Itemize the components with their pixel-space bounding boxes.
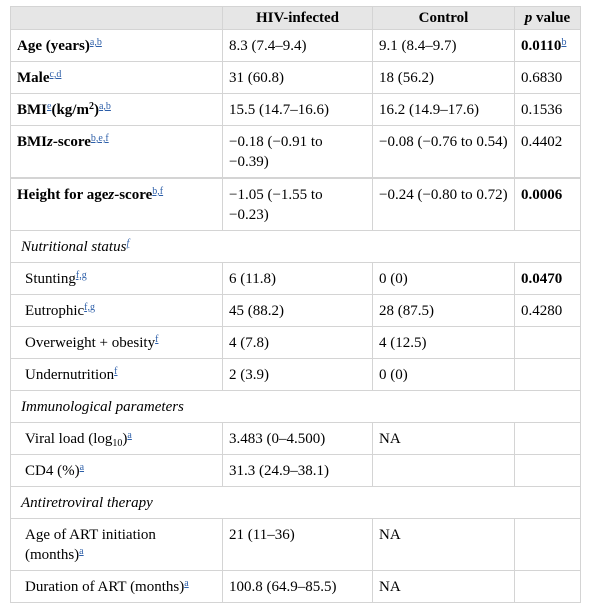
label-text: Overweight + obesity xyxy=(25,335,156,351)
row-bmi xyxy=(11,94,581,126)
cell-hiv: 31.3 (24.9–38.1) xyxy=(223,455,373,487)
row-label xyxy=(11,94,223,126)
header-row xyxy=(11,7,581,30)
cell-p-value: 0.4402 xyxy=(515,126,581,178)
cell-hiv: 100.8 (64.9–85.5) xyxy=(223,571,373,603)
footnote-link[interactable]: f xyxy=(114,366,118,377)
header-empty xyxy=(11,7,223,30)
footnote-link[interactable]: a xyxy=(184,578,189,589)
row-label xyxy=(11,423,223,455)
footnote-link[interactable]: b,e,f xyxy=(90,133,109,144)
header-value-word: value xyxy=(532,10,571,26)
row-label xyxy=(11,295,223,327)
label-unit: (kg/m xyxy=(51,102,89,118)
label-text: Undernutrition xyxy=(25,367,115,383)
label-text: Duration of ART (months) xyxy=(25,579,185,595)
footnote-link[interactable]: f xyxy=(155,334,159,345)
row-stunting xyxy=(11,263,581,295)
label-text: BMI xyxy=(17,102,47,118)
label-text: Male xyxy=(17,70,50,86)
cell-p-value xyxy=(515,359,581,391)
header-hiv-infected: HIV-infected xyxy=(223,7,373,30)
row-eutrophic xyxy=(11,295,581,327)
row-age-art-initiation xyxy=(11,519,581,571)
section-nutritional-status xyxy=(11,231,581,263)
cell-control: NA xyxy=(373,423,515,455)
header-control: Control xyxy=(373,7,515,30)
cell-p-value xyxy=(515,571,581,603)
cell-hiv: 45 (88.2) xyxy=(223,295,373,327)
label-text: Viral load (log xyxy=(25,431,113,447)
cell-p-value xyxy=(515,423,581,455)
cell-hiv: 4 (7.8) xyxy=(223,327,373,359)
cell-p-value: 0.0006 xyxy=(515,179,581,231)
cell-control: 18 (56.2) xyxy=(373,62,515,94)
header-p-value xyxy=(515,7,581,30)
cell-p-value: 0.1536 xyxy=(515,94,581,126)
label-unit-close: ) xyxy=(93,102,99,118)
footnote-link[interactable]: f xyxy=(126,238,130,249)
row-label xyxy=(11,359,223,391)
row-cd4 xyxy=(11,455,581,487)
footnote-link[interactable]: b xyxy=(561,37,567,48)
row-label xyxy=(11,179,223,231)
cell-hiv: 6 (11.8) xyxy=(223,263,373,295)
row-overweight-obesity xyxy=(11,327,581,359)
row-label xyxy=(11,571,223,603)
row-label xyxy=(11,519,223,571)
cell-p-value: 0.4280 xyxy=(515,295,581,327)
row-label xyxy=(11,455,223,487)
footnote-link[interactable]: e xyxy=(47,101,52,112)
cell-p-value: 0.6830 xyxy=(515,62,581,94)
footnote-link[interactable]: c,d xyxy=(49,69,62,80)
footnote-link[interactable]: f,g xyxy=(84,302,95,313)
comparison-table xyxy=(10,6,581,603)
cell-hiv: 31 (60.8) xyxy=(223,62,373,94)
cell-control: 4 (12.5) xyxy=(373,327,515,359)
footnote-link[interactable]: a,b xyxy=(98,101,111,112)
cell-control: NA xyxy=(373,519,515,571)
row-age xyxy=(11,30,581,62)
cell-hiv: −1.05 (−1.55 to −0.23) xyxy=(223,179,373,231)
section-immunological-parameters xyxy=(11,391,581,423)
label-suffix: -score xyxy=(114,187,153,203)
cell-p-value xyxy=(515,30,581,62)
row-label xyxy=(11,327,223,359)
footnote-link[interactable]: a xyxy=(79,546,84,557)
section-antiretroviral-therapy xyxy=(11,487,581,519)
cell-hiv: 15.5 (14.7–16.6) xyxy=(223,94,373,126)
label-text: Stunting xyxy=(25,271,76,287)
cell-control: 28 (87.5) xyxy=(373,295,515,327)
cell-hiv: 21 (11–36) xyxy=(223,519,373,571)
cell-control: 16.2 (14.9–17.6) xyxy=(373,94,515,126)
row-label xyxy=(11,263,223,295)
label-subscript: 10 xyxy=(112,438,123,449)
cell-p-value: 0.0470 xyxy=(515,263,581,295)
label-z: z xyxy=(47,134,53,150)
section-title: Immunological parameters xyxy=(11,391,581,423)
cell-hiv: 8.3 (7.4–9.4) xyxy=(223,30,373,62)
row-label xyxy=(11,126,223,178)
label-text: CD4 (%) xyxy=(25,463,80,479)
cell-control: 0 (0) xyxy=(373,263,515,295)
footnote-link[interactable]: b,f xyxy=(152,186,164,197)
cell-p-value xyxy=(515,327,581,359)
row-undernutrition xyxy=(11,359,581,391)
cell-control xyxy=(373,455,515,487)
label-text: Age (years) xyxy=(17,38,90,54)
unit-exponent: 2 xyxy=(88,101,94,112)
cell-p-value xyxy=(515,519,581,571)
label-close: ) xyxy=(122,431,128,447)
cell-hiv: 2 (3.9) xyxy=(223,359,373,391)
header-p-letter: p xyxy=(524,10,533,26)
label-suffix: -score xyxy=(52,134,91,150)
cell-p-value xyxy=(515,455,581,487)
cell-control: 0 (0) xyxy=(373,359,515,391)
label-text: BMI xyxy=(17,134,47,150)
p-value-text: 0.0110 xyxy=(521,38,562,54)
cell-hiv: 3.483 (0–4.500) xyxy=(223,423,373,455)
row-viral-load xyxy=(11,423,581,455)
row-height-z xyxy=(11,179,581,231)
cell-control: NA xyxy=(373,571,515,603)
section-title: Antiretroviral therapy xyxy=(11,487,581,519)
footnote-link[interactable]: a xyxy=(79,462,85,473)
row-label xyxy=(11,62,223,94)
cell-control: −0.08 (−0.76 to 0.54) xyxy=(373,126,515,178)
footnote-link[interactable]: f,g xyxy=(75,270,87,281)
row-bmi-z xyxy=(11,126,581,178)
row-label xyxy=(11,30,223,62)
row-male xyxy=(11,62,581,94)
footnote-link[interactable]: a,b xyxy=(89,37,102,48)
section-title-text: Nutritional status xyxy=(21,239,127,255)
label-text: Height for age xyxy=(17,187,109,203)
cell-control: −0.24 (−0.80 to 0.72) xyxy=(373,179,515,231)
cell-hiv: −0.18 (−0.91 to −0.39) xyxy=(223,126,373,178)
label-text: Age of ART initiation (months) xyxy=(25,527,156,563)
label-text: Eutrophic xyxy=(25,303,85,319)
footnote-link[interactable]: a xyxy=(127,430,132,441)
cell-control: 9.1 (8.4–9.7) xyxy=(373,30,515,62)
section-title xyxy=(11,231,581,263)
row-duration-art xyxy=(11,571,581,603)
label-z: z xyxy=(108,187,115,203)
